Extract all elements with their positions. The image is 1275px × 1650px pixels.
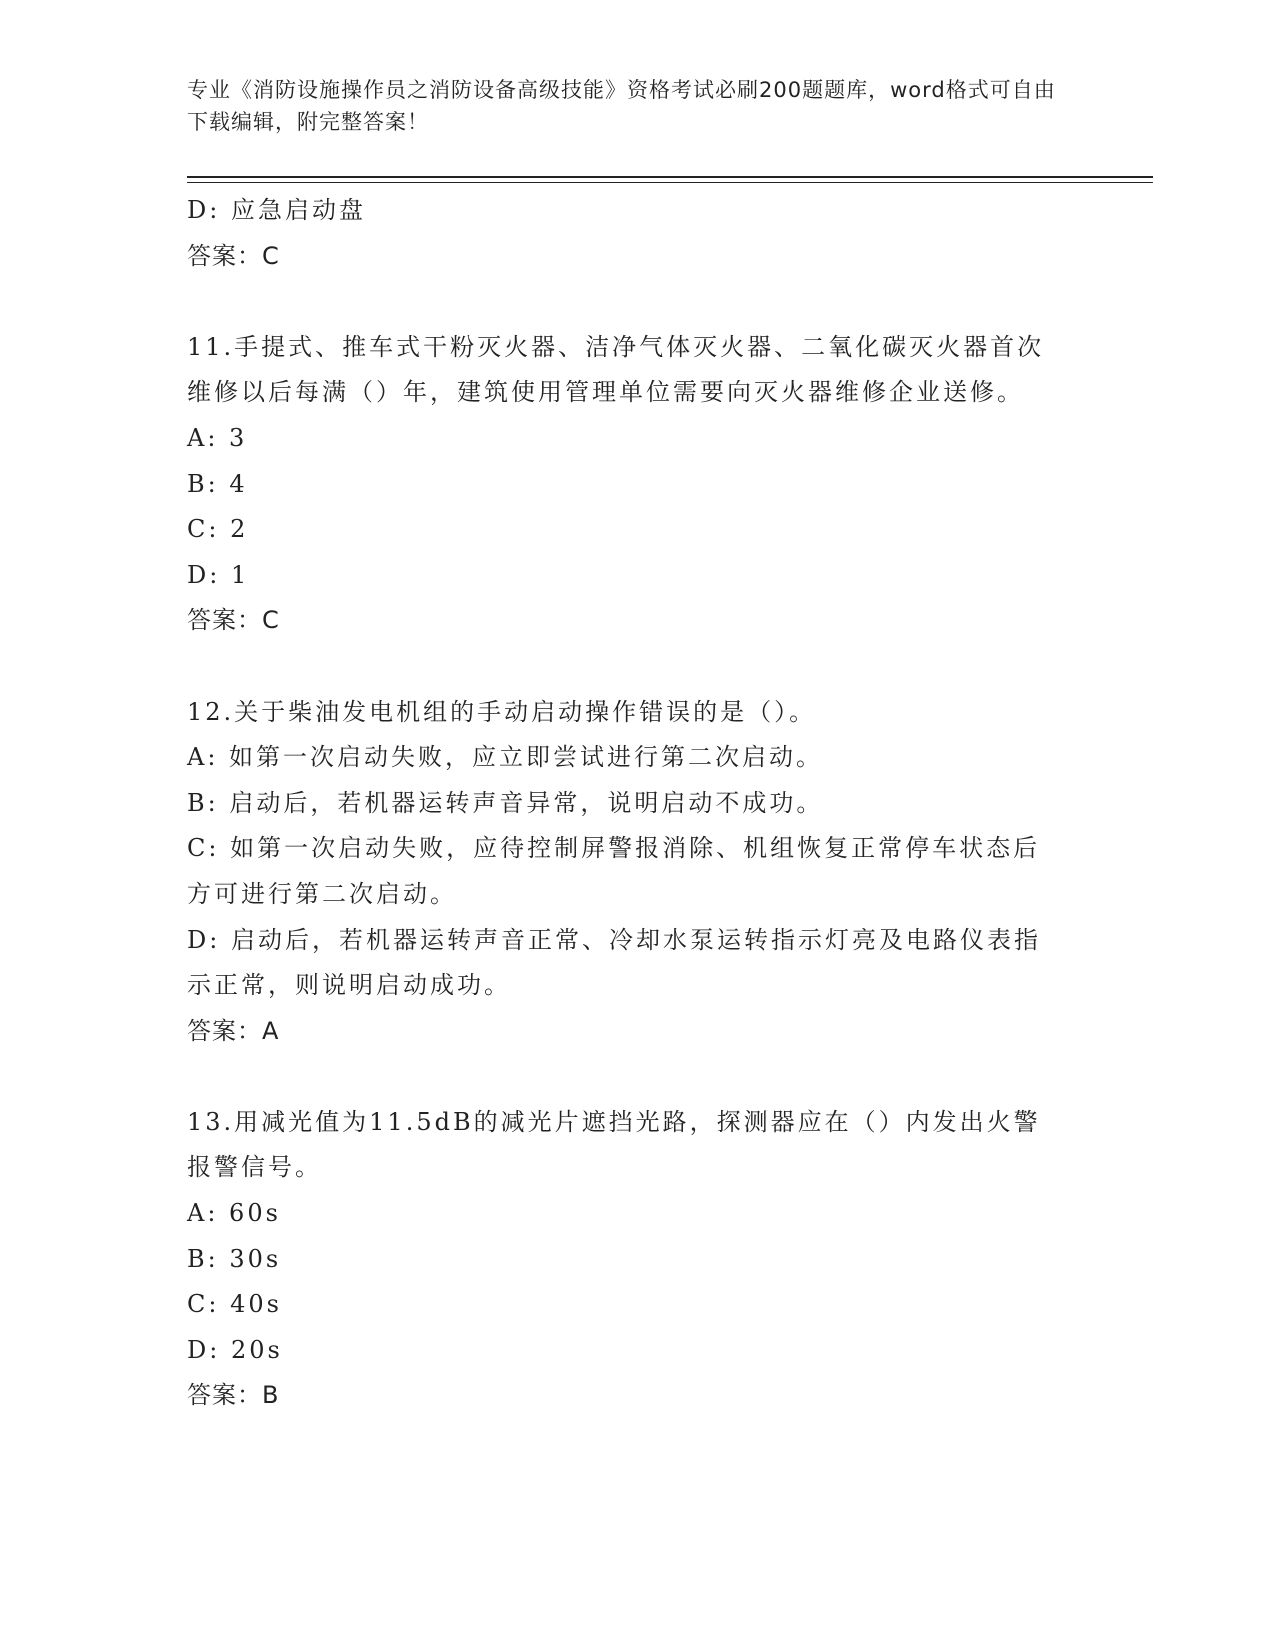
question-11 [187, 325, 1067, 644]
spacer [187, 1054, 1067, 1100]
spacer [187, 279, 1067, 325]
question-stem: 11.手提式、推车式干粉灭火器、洁净气体灭火器、二氧化碳灭火器首次维修以后每满（）年，建筑使用管理单位需要向灭火器维修企业送修。 [187, 332, 1045, 407]
answer-text: 答案：C [187, 241, 280, 270]
spacer [187, 644, 1067, 690]
question-12 [187, 690, 1067, 1055]
header-rule-thin [187, 182, 1153, 183]
option-b: B: 启动后，若机器运转声音异常，说明启动不成功。 [187, 788, 824, 817]
option-a: A: 如第一次启动失败，应立即尝试进行第二次启动。 [187, 743, 824, 772]
page-header: 专业《消防设施操作员之消防设备高级技能》资格考试必刷200题题库，word格式可自由下载编辑，附完整答案！ [187, 78, 1056, 134]
document-body [187, 188, 1067, 1419]
option-c: C: 40s [187, 1290, 282, 1319]
option-b: B: 30s [187, 1244, 282, 1273]
answer-text: 答案：C [187, 606, 280, 635]
option-c: C: 2 [187, 515, 249, 544]
option-d: D: 20s [187, 1335, 283, 1364]
question-13 [187, 1100, 1067, 1419]
question-stem: 13.用减光值为11.5dB的减光片遮挡光路，探测器应在（）内发出火警报警信号。 [187, 1107, 1041, 1182]
question-stem: 12.关于柴油发电机组的手动启动操作错误的是（）。 [187, 697, 817, 726]
option-text: D: 应急启动盘 [187, 196, 366, 224]
option-b: B: 4 [187, 469, 248, 498]
option-d: D: 启动后，若机器运转声音正常、冷却水泵运转指示灯亮及电路仪表指示正常，则说明启动成功。 [187, 925, 1041, 1000]
option-c: C: 如第一次启动失败，应待控制屏警报消除、机组恢复正常停车状态后方可进行第二次启动。 [187, 834, 1041, 908]
header-rule-thick [187, 176, 1153, 178]
option-d: D: 1 [187, 560, 250, 589]
option-a: A: 60s [187, 1199, 281, 1228]
option-a: A: 3 [187, 423, 248, 452]
answer-text: 答案：A [187, 1016, 280, 1045]
answer-text: 答案：B [187, 1381, 280, 1410]
